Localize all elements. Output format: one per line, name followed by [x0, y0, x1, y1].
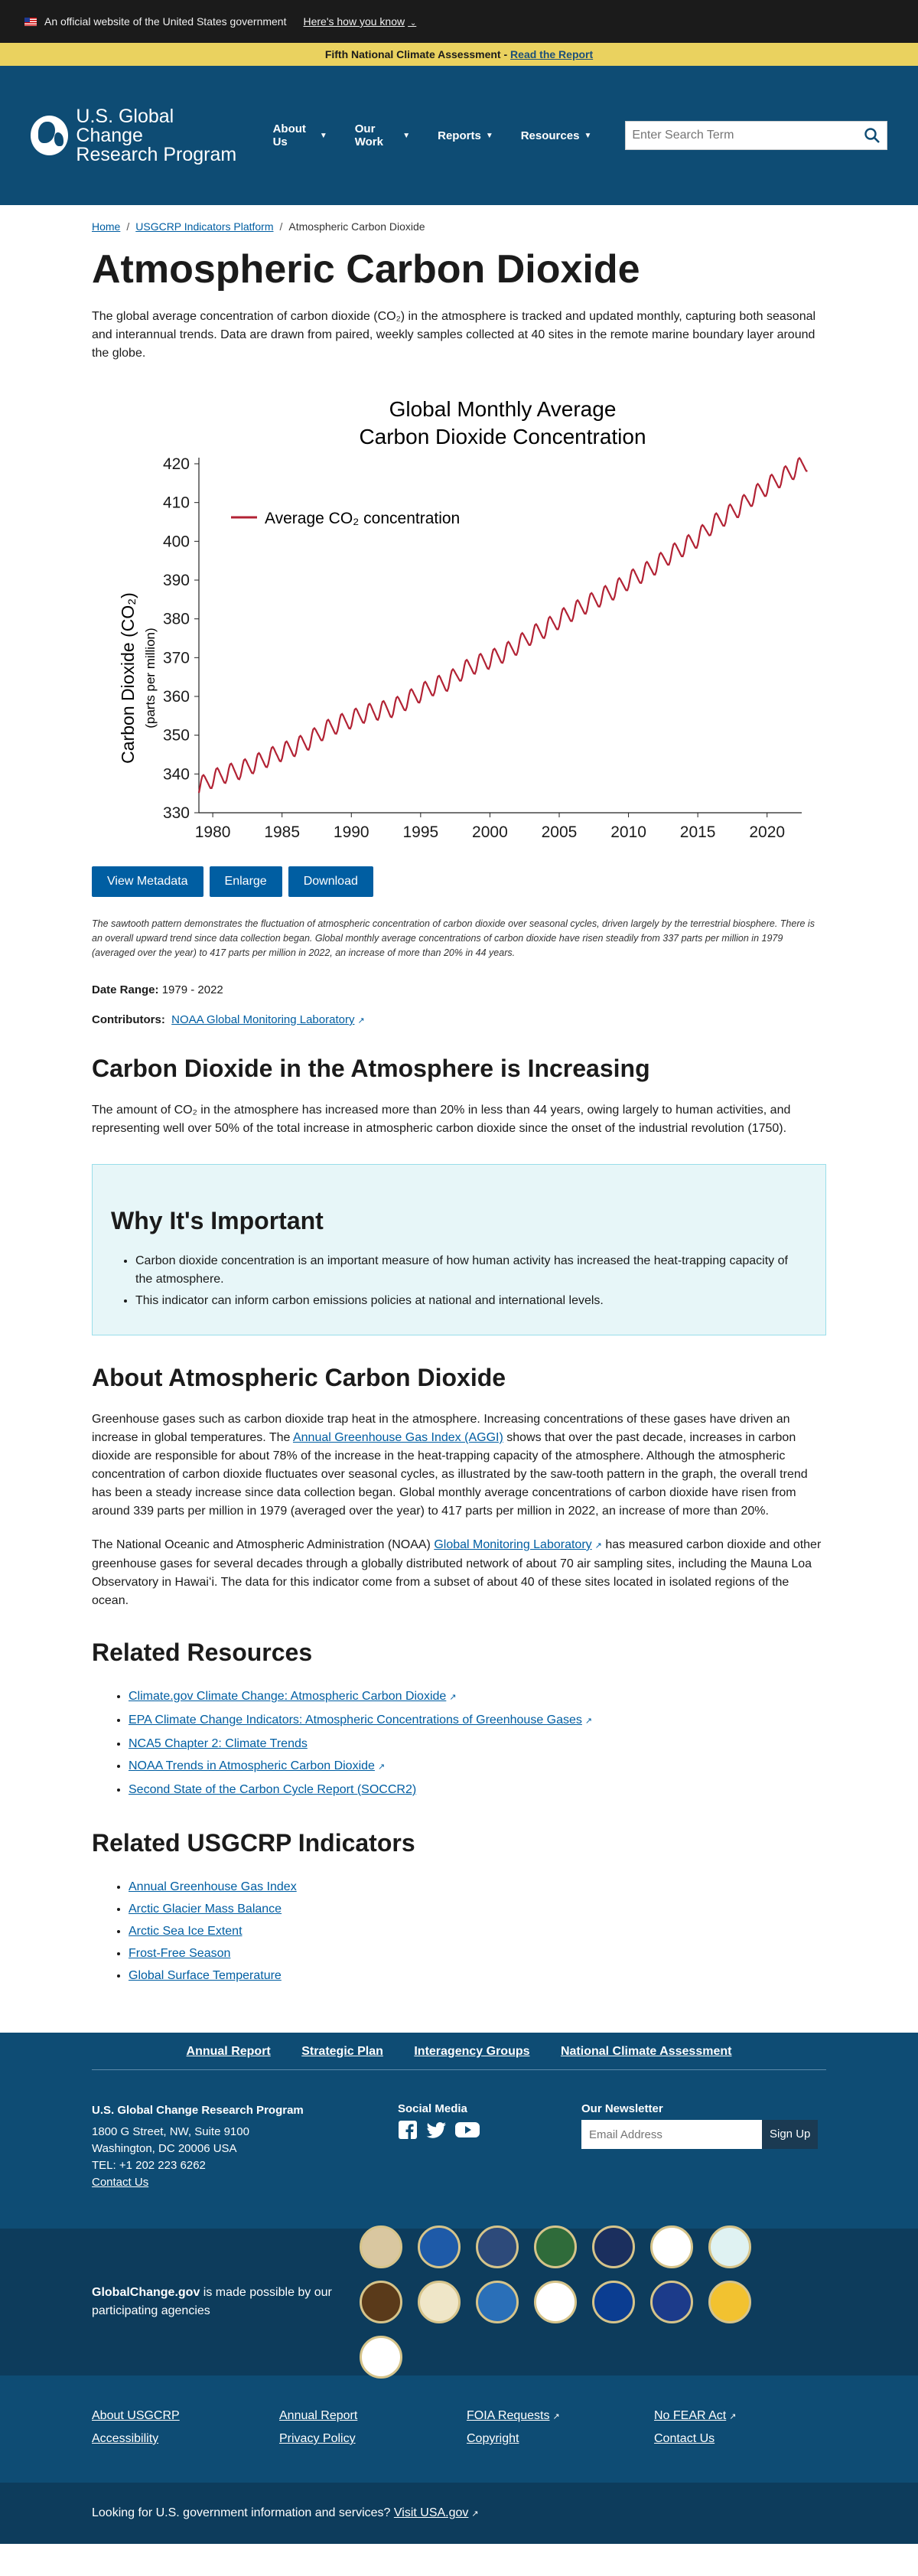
- indicator-link[interactable]: Annual Greenhouse Gas Index: [129, 1880, 297, 1893]
- y-tick-label: 360: [162, 688, 190, 706]
- y-tick-label: 410: [162, 494, 190, 512]
- footer-link-contact[interactable]: Contact Us: [654, 2432, 715, 2445]
- about-title: About Atmospheric Carbon Dioxide: [92, 1364, 506, 1391]
- footer-link-about[interactable]: About USGCRP: [92, 2409, 180, 2422]
- list-item: [129, 1898, 826, 1920]
- nav-about-us[interactable]: About Us ▼: [272, 122, 327, 148]
- search-icon: [864, 127, 881, 144]
- view-metadata-button[interactable]: View Metadata: [92, 866, 203, 897]
- x-tick-label: 1995: [402, 823, 439, 841]
- nav-reports[interactable]: Reports ▼: [438, 129, 493, 142]
- list-item: [129, 1755, 826, 1779]
- defense-seal-icon[interactable]: [476, 2225, 519, 2268]
- footer-link-privacy[interactable]: Privacy Policy: [279, 2432, 356, 2445]
- logo-line-2: Research Program: [76, 143, 237, 165]
- footer-main: [0, 2033, 918, 2229]
- footer-agencies: [0, 2229, 918, 2375]
- indicator-link[interactable]: Arctic Glacier Mass Balance: [129, 1903, 282, 1916]
- footer-tel: TEL: +1 202 223 6262: [92, 2159, 206, 2172]
- footer-nav-interagency-groups[interactable]: Interagency Groups: [414, 2045, 530, 2058]
- search-box: [625, 121, 887, 150]
- y-tick-label: 340: [162, 765, 190, 784]
- gov-banner-text: An official website of the United States government: [44, 15, 287, 28]
- made-possible-text: GlobalChange.gov is made possible by our participating agencies: [92, 2286, 332, 2317]
- related-resources-list: [92, 1685, 826, 1801]
- footer-link-copyright[interactable]: Copyright: [467, 2432, 519, 2445]
- agency-seals: [352, 2219, 811, 2385]
- resource-link[interactable]: NOAA Trends in Atmospheric Carbon Dioxide: [129, 1759, 375, 1772]
- y-axis-sublabel: (parts per million): [143, 628, 158, 729]
- smithsonian-seal-icon[interactable]: [708, 2281, 751, 2323]
- breadcrumb: [92, 205, 826, 233]
- resource-link[interactable]: EPA Climate Change Indicators: Atmospheric Concentrations of Greenhouse Gases: [129, 1714, 582, 1727]
- why-important-title: Why It's Important: [111, 1207, 324, 1234]
- why-important-box: [92, 1164, 826, 1335]
- usda-seal-icon[interactable]: [360, 2225, 402, 2268]
- list-item: [129, 1779, 826, 1801]
- y-tick-label: 330: [162, 804, 190, 822]
- y-tick-label: 350: [162, 726, 190, 745]
- chart-title-line-1: Global Monthly Average: [389, 397, 617, 421]
- chevron-down-icon: ▼: [402, 131, 411, 140]
- co2-chart: [92, 393, 826, 853]
- state-seal-icon[interactable]: [708, 2225, 751, 2268]
- list-item: [129, 1733, 826, 1755]
- page-title: Atmospheric Carbon Dioxide: [92, 247, 640, 292]
- footer-link-accessibility[interactable]: Accessibility: [92, 2432, 159, 2445]
- usagov-text: Looking for U.S. government information and services?: [92, 2506, 391, 2519]
- y-tick-label: 400: [162, 533, 190, 551]
- chevron-down-icon: ▼: [319, 131, 327, 140]
- indicator-link[interactable]: Global Surface Temperature: [129, 1969, 282, 1982]
- breadcrumb-platform[interactable]: USGCRP Indicators Platform: [135, 220, 274, 233]
- external-link-icon: ↗: [471, 2509, 479, 2519]
- x-tick-label: 1990: [333, 823, 369, 841]
- footer-link-foia[interactable]: FOIA Requests: [467, 2409, 550, 2422]
- usaid-seal-icon[interactable]: [360, 2336, 402, 2379]
- external-link-icon: ↗: [552, 2412, 560, 2421]
- footer-link-no-fear[interactable]: No FEAR Act: [654, 2409, 727, 2422]
- breadcrumb-separator: /: [279, 220, 283, 233]
- nsf-seal-icon[interactable]: [650, 2281, 693, 2323]
- usagov-link[interactable]: Visit USA.gov: [393, 2506, 469, 2519]
- transportation-seal-icon[interactable]: [476, 2281, 519, 2323]
- us-flag-icon: [24, 18, 37, 26]
- chart-caption: The sawtooth pattern demonstrates the fluctuation of atmospheric concentration of carbon dioxide over seasonal cycles, driven largely by the terrestrial biosphere. There is an overall upward trend since data collection began. Global monthly average concentrations of carbon dioxide have risen steadily from 337 parts per million in 1979 (averaged over the year) to 417 parts per million in 2022, an increase of more than 20% in 44 years.: [92, 918, 815, 958]
- footer-usagov: [0, 2483, 918, 2544]
- chart-button-row: [92, 866, 826, 897]
- resource-link[interactable]: Second State of the Carbon Cycle Report (SOCCR2): [129, 1783, 417, 1796]
- twitter-icon[interactable]: [425, 2120, 447, 2143]
- list-item: [129, 1942, 826, 1965]
- newsletter-signup-button[interactable]: Sign Up: [762, 2120, 818, 2149]
- nav-resources[interactable]: Resources ▼: [520, 129, 592, 142]
- list-item: [129, 1685, 826, 1709]
- indicator-link[interactable]: Arctic Sea Ice Extent: [129, 1925, 243, 1938]
- footer-nav-strategic-plan[interactable]: Strategic Plan: [301, 2045, 383, 2058]
- intro-text: The global average concentration of carbon dioxide (CO₂) in the atmosphere is tracked and updated monthly, capturing both seasonal and interannual trends. Data are drawn from paired, weekly samples collected at 40 sites in the remote marine boundary layer around the globe.: [92, 310, 816, 360]
- list-item: [129, 1876, 826, 1898]
- footer-address-1: 1800 G Street, NW, Suite 9100: [92, 2125, 249, 2138]
- external-link-icon: ↗: [584, 1717, 593, 1726]
- gml-link[interactable]: Global Monitoring Laboratory: [434, 1538, 592, 1551]
- globe-icon: [31, 116, 68, 155]
- external-link-icon: ↗: [449, 1693, 457, 1702]
- enlarge-button[interactable]: Enlarge: [210, 866, 282, 897]
- external-link-icon: ↗: [377, 1762, 386, 1772]
- heres-how-you-know-link[interactable]: Here's how you know ⌄: [303, 15, 417, 28]
- external-link-icon: ↗: [594, 1541, 602, 1550]
- breadcrumb-home[interactable]: Home: [92, 220, 121, 233]
- about-paragraph-1: Greenhouse gases such as carbon dioxide trap heat in the atmosphere. Increasing concentrations of these gases have driven an increase in global temperatures. The Annual Greenhouse Gas Index (AGGI) shows that over the past decade, increases in carbon dioxide are responsible for about 78% of the increase in the heat-trapping capacity of the atmosphere. Although the atmospheric concentration of carbon dioxide fluctuates over seasonal cycles, as illustrated by the saw-tooth pattern in the graph, the overall trend has been a steady increase since data collection began. Global monthly average concentrations of carbon dioxide have risen from around 339 parts per million in 1979 (averaged over the year) to 417 parts per million in 2022, an increase of more than 20%.: [92, 1413, 808, 1518]
- contributors-label: Contributors:: [92, 1013, 165, 1026]
- site-logo[interactable]: [31, 107, 238, 165]
- list-item: [129, 1709, 826, 1733]
- contributors-link[interactable]: NOAA Global Monitoring Laboratory: [171, 1013, 355, 1026]
- chevron-down-icon: ⌄: [408, 19, 417, 28]
- x-tick-label: 2020: [749, 823, 786, 841]
- footer-newsletter: [581, 2102, 826, 2191]
- doi-seal-icon[interactable]: [360, 2281, 402, 2323]
- footer-link-annual-report[interactable]: Annual Report: [279, 2409, 358, 2422]
- co2-chart-svg: [92, 393, 826, 853]
- x-tick-label: 2015: [679, 823, 716, 841]
- main-content: [0, 205, 918, 1987]
- co2-series-line: [199, 458, 808, 794]
- breadcrumb-current: Atmospheric Carbon Dioxide: [288, 220, 425, 233]
- gov-banner: [0, 0, 918, 43]
- y-tick-label: 380: [162, 610, 190, 628]
- external-link-icon: ↗: [729, 2412, 737, 2421]
- epa-seal-icon[interactable]: [534, 2281, 577, 2323]
- youtube-icon[interactable]: [454, 2120, 480, 2143]
- why-important-list: [111, 1252, 807, 1310]
- resource-link[interactable]: Climate.gov Climate Change: Atmospheric Carbon Dioxide: [129, 1690, 447, 1703]
- footer-nav-annual-report[interactable]: Annual Report: [186, 2045, 271, 2058]
- related-indicators-title: Related USGCRP Indicators: [92, 1829, 415, 1857]
- footer-links: [0, 2375, 918, 2483]
- list-item: [129, 1920, 826, 1942]
- x-tick-label: 1985: [264, 823, 301, 841]
- section-increasing-title: Carbon Dioxide in the Atmosphere is Increasing: [92, 1055, 650, 1082]
- footer-nav: [92, 2045, 826, 2070]
- x-tick-label: 2000: [472, 823, 508, 841]
- download-button[interactable]: Download: [288, 866, 373, 897]
- energy-seal-icon[interactable]: [534, 2225, 577, 2268]
- footer-address: [92, 2102, 398, 2191]
- alert-text: Fifth National Climate Assessment: [324, 48, 501, 60]
- footer-address-2: Washington, DC 20006 USA: [92, 2142, 237, 2155]
- facebook-icon[interactable]: [398, 2120, 418, 2143]
- social-media-title: Social Media: [398, 2102, 467, 2115]
- related-resources-title: Related Resources: [92, 1639, 313, 1666]
- chevron-down-icon: ▼: [485, 131, 493, 140]
- aggi-link[interactable]: Annual Greenhouse Gas Index (AGGI): [292, 1431, 503, 1444]
- list-item: • This indicator can inform carbon emissions policies at national and international levels.: [135, 1292, 807, 1310]
- y-tick-label: 420: [162, 455, 190, 473]
- date-range-label: Date Range:: [92, 983, 159, 996]
- list-item: [129, 1965, 826, 1987]
- date-range-value: 1979 - 2022: [161, 983, 223, 996]
- x-tick-label: 1980: [194, 823, 231, 841]
- hhs-seal-icon[interactable]: [592, 2225, 635, 2268]
- newsletter-title: Our Newsletter: [581, 2102, 663, 2115]
- newsletter-email-input[interactable]: [581, 2120, 762, 2149]
- date-range: [92, 983, 826, 996]
- nav-our-work[interactable]: Our Work ▼: [354, 122, 411, 148]
- footer-contact-link[interactable]: Contact Us: [92, 2176, 149, 2189]
- list-item: • Carbon dioxide concentration is an important measure of how human activity has increased the heat-trapping capacity of the atmosphere.: [135, 1252, 807, 1289]
- indicator-link[interactable]: Frost-Free Season: [129, 1947, 231, 1960]
- site-header: [0, 66, 918, 205]
- y-axis-label: Carbon Dioxide (CO₂): [118, 592, 138, 764]
- search-button[interactable]: [858, 122, 887, 149]
- resource-link[interactable]: NCA5 Chapter 2: Climate Trends: [129, 1737, 308, 1750]
- read-report-link[interactable]: Read the Report: [510, 48, 594, 60]
- contributors: [92, 1013, 826, 1026]
- main-nav: [273, 122, 620, 148]
- interior-seal-icon[interactable]: [650, 2225, 693, 2268]
- footer-social: [398, 2102, 581, 2191]
- state-department-seal-icon[interactable]: [418, 2281, 461, 2323]
- x-tick-label: 2005: [541, 823, 578, 841]
- commerce-seal-icon[interactable]: [418, 2225, 461, 2268]
- alert-separator: -: [500, 48, 511, 60]
- external-link-icon: ↗: [357, 1016, 365, 1026]
- about-paragraph-2: The National Oceanic and Atmospheric Administration (NOAA) Global Monitoring Laboratory ↗ has measured carbon dioxide and other greenhouse gases for several decades through a globally distributed network of about 70 air sampling sites, including the Mauna Loa Observatory in Hawaiʻi. The data for this indicator come from a subset of about 40 of these sites located in isolated regions of the ocean.: [92, 1538, 822, 1607]
- breadcrumb-separator: /: [126, 220, 130, 233]
- logo-line-1: U.S. Global Change: [76, 105, 174, 146]
- nasa-seal-icon[interactable]: [592, 2281, 635, 2323]
- alert-bar: [0, 43, 918, 66]
- y-tick-label: 370: [162, 649, 190, 667]
- chart-title-line-2: Carbon Dioxide Concentration: [359, 425, 646, 448]
- related-indicators-list: [92, 1876, 826, 1987]
- y-tick-label: 390: [162, 572, 190, 589]
- search-input[interactable]: [626, 122, 858, 148]
- legend-label: Average CO₂ concentration: [265, 510, 461, 527]
- section-increasing-text: The amount of CO₂ in the atmosphere has increased more than 20% in less than 44 years, owing largely to human activities, and representing well over 50% of the total increase in atmospheric carbon dioxide since the onset of the industrial revolution (1750).: [92, 1104, 791, 1135]
- footer-org-name: U.S. Global Change Research Program: [92, 2104, 304, 2117]
- x-tick-label: 2010: [610, 823, 646, 841]
- chevron-down-icon: ▼: [584, 131, 592, 140]
- footer-nav-nca[interactable]: National Climate Assessment: [560, 2045, 732, 2058]
